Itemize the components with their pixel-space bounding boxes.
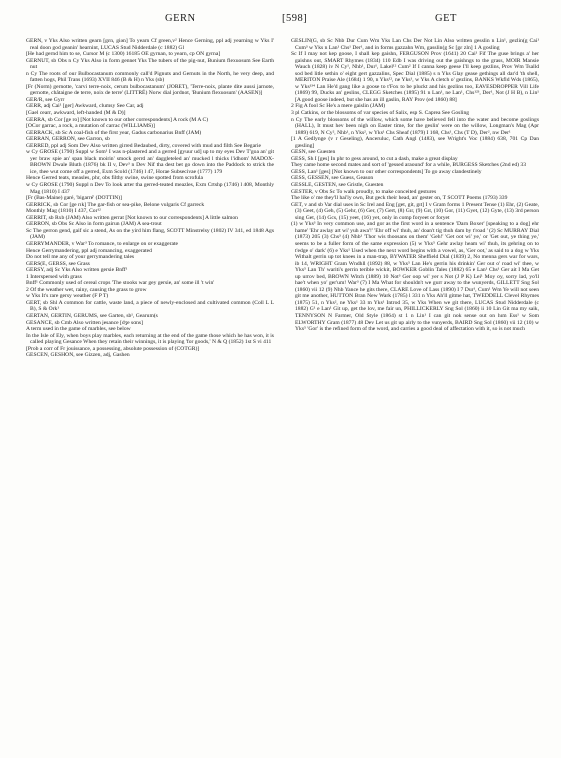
header-left-word: GERN <box>165 13 196 24</box>
dictionary-entry: GERRON, sb Obs Sc Also in form gairun (JAM) A sea-trout <box>26 221 162 228</box>
dictionary-entry: Do not tell me any of your gerrymandering tales <box>26 254 135 261</box>
dictionary-entry: GERT, sb Shl A common for cattle, waste land, a piece of newly-enclosed and cultivated common (Coll L L B), S & Ork¹ <box>26 299 274 313</box>
dictionary-entry: GERR, adj Cai¹ [ger] Awkward, clumsy See Car, adj <box>26 103 144 110</box>
dictionary-entry: GESLIN(G, sb Sc Nhb Dur Cum Wm Yks Lan Chs Der Not Lin Also written gesslin n Lin¹, gezlin(g Cai¹ Cum³ w Yks n Lan¹ Chs¹ Der¹, and in forms gazzahn Wm, gasslin(g Sc [gɛ zln] 1 A gosling <box>291 38 539 51</box>
dictionary-entry: w Cy GROSE (1790) Suppl n Dev To look arter tha gerred-teated meazles, Exm Crtshp (1746) l 408, Monthly Mag (1810) I 437 <box>26 182 274 195</box>
page-number: [598] <box>282 13 308 24</box>
dictionary-entry: [He had gernd him to se, Cursor M (c 1300) 16185 OE gyrnan, to yearn, cp ON gyrna] <box>26 51 221 58</box>
dictionary-entry: 3 pl Catkins, or the blossoms of var species of Salix, esp S. Caprea See Gosling <box>291 110 470 117</box>
dictionary-entry: [1 A Gedlynge (v r Geseling), Anceruluc, Cath Angl (1483), see Wright's Voc (1884) 638, 701 Cp Dan gæsling] <box>291 136 539 149</box>
dictionary-entry: [Gael cearr, awkward, left-handed (M & D)] <box>26 110 126 117</box>
dictionary-entry: GERRA, sb Cor [ge ro] [Not known to our other correspondents] A rock (M A C) <box>26 116 209 123</box>
dictionary-entry: GERSY, adj Sc Yks Also written gersie Bnff¹ <box>26 267 128 274</box>
dictionary-entry: GESN, see Guesten <box>291 149 336 156</box>
dictionary-entry: GERRIT, sb Rxb (JAM) Also written gerrat [Not known to our correspondents] A little salmon <box>26 214 238 221</box>
header-right-word: GET <box>435 13 457 24</box>
dictionary-entry: [Prob a corr of Fr jouissance, a possessing, absolute possession of (COTGR)] <box>26 345 200 352</box>
running-header <box>20 13 541 29</box>
dictionary-entry: GERRICK, sb Cor [ge rɪk] The gar-fish or sea-pike, Belone vulgaris Cf garreck <box>26 201 205 208</box>
dictionary-entry: w Yks It's rare gersy weather (F P T) <box>26 293 109 300</box>
dictionary-entry: n Cy The early blossoms of the willow, which some have believed fell into the water and become goslings (HALL), It must hev been nigh on Easter time, for the geslin' were on the willow, Longman's Mag (Apr 1889) 619, N Cy², Nhb¹, n Yks², w Yks¹ Chs Sheaf (1879) I 168, Chs¹, Chs (T D), Der², nw Der¹ <box>291 116 539 136</box>
dictionary-entry: In the Isle of Ely, when boys play marbles, each returning at the end of the game those which he has won, it is called playing Gesance When they retain their winnings, it is playing 'for goods,' N & Q (1852) 1st S vi 411 <box>26 332 274 346</box>
right-column <box>291 38 539 750</box>
dictionary-entry: GERRYMANDER, v War³ To romance, to enlarge on or exaggerate <box>26 240 178 247</box>
dictionary-entry: GESTER, v Obs Sc To walk proudly, to make conceited gestures <box>291 188 437 195</box>
dictionary-entry: [Fr (Norm) gernotte, 'carvi terre-noix, cerum bulbocastanum' (JORET), 'Terre-noix, plante dite aussi jarnote, gernotte, châtaigne de terre, noix de terre' (LITTRÉ) Norw dial jordnot, 'Bunium flexuosum' (AASEN)] <box>26 83 274 97</box>
dictionary-entry: The like o' me they'll hai'ly own, But geck their head, an' gester on, T SCOTT Poems (1793) 339 <box>291 195 508 202</box>
left-column <box>26 38 274 750</box>
dictionary-entry: GERRED, ppl adj Som Dev Also written girred Bedaubed, dirty, covered with mud and filth See Begarie <box>26 142 261 149</box>
dictionary-entry: GERRACK, sb Sc A coal-fish of the first year, Gadus carbonarius Bnff (JAM) <box>26 129 202 136</box>
dictionary-entry: w Cy GROSE (1790) Suppl w Som¹ I was n-plastered and a gerred [gyuur ud] up to my eyes Dev T'goa an' git yer braw spie an' span black moirin' smock gerrd an' daggleteled an' mucked l thicks l'idhom' MADOX-BROWN Dwale Bluth (1876) bk II v, Dev³ n Dev Nif tha dest bet go down into the Paddock to strick the ice, thee wut come off a gerred, Exm Scold (1746) l 47, Horae Subsecivae (1777) 179 <box>26 149 274 175</box>
dictionary-entry: 2 Of the weather wet, rainy, causing the grass to grow <box>26 286 147 293</box>
dictionary-entry: GESS, GESSEN, see Guess, Geason <box>291 175 374 182</box>
dictionary-entry: GERN, v Yks Also written gearn [gɛn, giən] To yearn Cf green,v² Hence Gerning, ppl adj yearning w Yks I' real doon god geanin' hearnint, LUCAS Stud Nidderdale (c 1882) Gl <box>26 38 274 51</box>
dictionary-entry: GESANCE, sb Cmb Also written jesance [dʒe sɑns] <box>26 319 143 326</box>
dictionary-entry: GERNUT, sb Obs n Cy Yks Also in form gennet Yks The tubers of the pig-nut, Bunium flexuosum See Earth nut <box>26 57 274 71</box>
dictionary-entry: GESS, Lan¹ [ges] [Not known to our other correspondents] To go away clandestinely <box>291 168 482 175</box>
dictionary-entry: GESS, Sh I [ges] In phr to gess around, to cut a dash, make a great display <box>291 155 458 162</box>
dictionary-entry: GERS(E, GERSS, see Grass <box>26 260 90 267</box>
dictionary-entry: Bnff¹ Commonly used of cereal crops 'The stooks war gey gersie, an' some ill 't win' <box>26 280 215 287</box>
dictionary-entry: Sc The gerron gend, gaif sic a stend, As on the yird him flang, SCOTT Minstrelsy (1802) IV 341, ed 1848 Ags (JAM) <box>26 227 274 241</box>
dictionary-entry: They came home second mates and sort of 'gessed araound' for a while, BURGESS Sketches (2nd ed) 33 <box>291 162 527 169</box>
dictionary-entry: Sc If I may not kep goose, I shall kep gaishn, FERGUSON Prov (1641) 20 Cai¹ Fif The guse brings a' her gaishns out, SMART Rhymes (1834) 110 Edb I was driving out the gaishngs to the grass, MOIR Mansie Wauch (1828) iv N Cy¹, Nhb¹, Dur¹, Lakel¹² Cum² If I canna keep geese I'll keep gezlins, Prov Wm Tsalld sod bed litle sethin o' eight gert gazzalins, Spec Dial (1885) s n Yks Glay gease gethings all dar'd 'th shell, MERITON Praise Ale (1684) 1 90, n Yks¹², ne Yks¹, w Yks A cletch o' gezlins, BANKS Wkfld Wds (1865), w Yks¹³⁴ Lan He'd gang like a goose to t'Fox to be pluckt and his gezlins too, EAVESDROPPER Vill Life (1869) 99, Ducks an' geslins, CLEGG Sketches (1895) 91 n Lan¹, ne Lan¹, Chs¹²³, Der¹, Not (J H B), n Lin¹ [A good goose indeed, but she has an ill gaslin, RAY Prov (ed 1860) 88] <box>291 51 539 103</box>
dictionary-entry: Monthly Mag (1810) I 437, Cor¹² <box>26 208 101 215</box>
dictionary-entry: Hence Gerred teats, measles, phr, obs filthy swine, swine spotted from scrofula <box>26 175 204 182</box>
dictionary-entry: Hence Gerrymandering, ppl adj romancing, exaggerated <box>26 247 152 254</box>
dictionary-entry: A term used in the game of marbles, see below <box>26 326 131 333</box>
dictionary-entry: (1) w Yks³ In very common use, and gor as the first word in a sentence 'Darn Boxer' [speaking to a dog] ehr hame' 'Ehr awlay art wi' yuh awa'!' 'Ehr off wi' thuh, an' doan't tig thuh dam by t'road ' (2) Sc MURRAY Dial (1873) 205 (3) Chs³ (4) Nhb¹ 'Thor wis thoosans on them' 'Geh!' 'Get oot wi' ye,' or 'Get out, ye thing ye,' seems to be a fuller form of the same expression (5) w Yks⁵ Gehr awlay heam wi' thuh, its gehring on to t'edge o' dark' (6) e Yks¹ Used when the next word begins with a vowel, as, 'Ger oot,' as said to a dog w Yks Withalt gerrin up tot knees in a man-trap, BYWATER Sheffield Dial (1839) 2, No menna gers war for wars, ib 14, WRIGHT Gram Wndhll (1892) 88, w Yks⁵ Lan He's gerrin his drinkin' Ger out o' road wi' thee, w Yks⁵ Lan Th' wariti's gerrin terible wickit, BOWKER Goblin Tales (1882) 65 e Lan¹ Chs¹ Ger ait I Ma Get up urrov bed, BROWN Witch (1889) 10 Not³ Ger oop wi' yer s Not (J P K) Lei¹ Moy oy, sorry lad, yo'll hae't when yo' ger'um! War³ (7) I Ma What for shouldn't we gurr away to the wunyerds, GILLETT Sng Sol (1860) vii 12 (9) Nhb Yance he gits there, CLARE Love of Lass (1890) I 7 Dur¹, Cum¹ Wm Ye will not seen git me another, HUTTON Bran New Wark (1785) l 331 n Yks Ah'll gitme hat, TWEDDELL Clevel Rhymes (1875) 51, n Yks², ne Yks¹ 33 m Yks¹ Introd 35, w Yks When we git there, LUCAS Stud Nidderdale (c 1882) G¹ e Lan¹ Git up, get the lov, me fair un, PHILLICKERLY Sng Sol (1860) ii 10 Lin Git ma my saik, TENNYSON N Farmer, Old Style (1864) st 1 n Lin¹ I can git nok sense out on hım Ess¹ w Som ELWORTHY Gram (1877) 48 Dev Let us git up airly to the vunyerds, BAIRD Sng Sol (1860) vii 12 (10) w Yks⁵ 'Gor' is the refined form of the word, and carries a good deal of affectation with it, so is not much <box>291 221 539 333</box>
dictionary-entry: n Cy The roots of our Bulbocastanum commonly call'd Pignuts and Gernuts in the North, he very deep, and fatten hogs, Phil Trans (1693) XVII 846 (B & H) n Yks (sb) <box>26 70 274 84</box>
dictionary-entry: GESSLE, GESTEN, see Gristle, Guesten <box>291 182 384 189</box>
dictionary-entry: GET, v and sb Var dial uses in Sc Irel and Eng [get, git, gɪt] I v Gram forms 1 Present Tense (1) Ehr, (2) Geate, (3) Geet, (4) Geh, (5) Gehr, (6) Ger, (7) Gert, (8) Gır, (9) Gıt, (10) Gor, (11) Gyet, (12) Gyte, (13) 3rd person sing Get, (14) Gcs, (15) yeet, (16) yet, only in comp foryeet or foryet <box>291 201 539 221</box>
dictionary-entry: GESCEN, GESHON, see Gizzen, adj, Gashen <box>26 352 130 359</box>
dictionary-entry: [Fr (Bas-Maine) garé, 'bigarré' (DOTTIN)] <box>26 195 122 202</box>
dictionary-entry: 1 Interspersed with grass <box>26 273 82 280</box>
dictionary-entry: GERRAN, GERRON, see Garron, sb <box>26 136 110 143</box>
dictionary-entry: 2 Fig A fool Sc He's a mere gaislin (JAM) <box>291 103 386 110</box>
dictionary-entry: GER/R, see Gyrr <box>26 96 65 103</box>
dictionary-entry: [OCor garrac, a rock, a mutation of carrac (WILLIAMS)] <box>26 123 155 130</box>
dictionary-entry: GERTAN, GERTIN, GERUMS, see Garten, sb¹, Gearum(s <box>26 312 158 319</box>
